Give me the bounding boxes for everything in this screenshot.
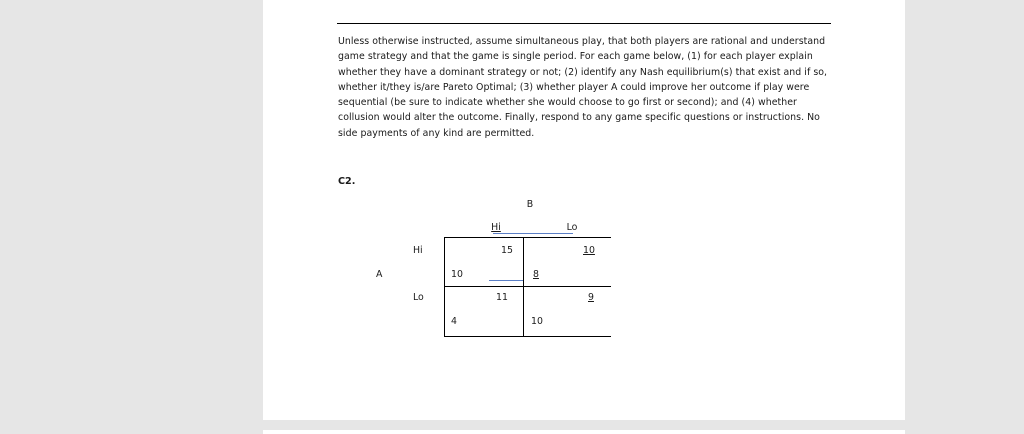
problem-id: C2.: [338, 176, 356, 187]
col-label-hi: Hi: [491, 222, 501, 233]
col-label-underline: [493, 233, 573, 234]
player-b-label: B: [526, 199, 534, 210]
payoff-lo-hi-a: 4: [451, 316, 457, 327]
payoff-hi-lo-a: 8: [533, 269, 539, 280]
player-a-label: A: [376, 269, 383, 280]
grid-line-middle: [444, 286, 611, 287]
grid-line-bottom: [444, 336, 611, 337]
cell-divider-blue: [489, 280, 523, 281]
payoff-hi-hi-a: 10: [451, 269, 463, 280]
instructions-paragraph: Unless otherwise instructed, assume simultaneous play, that both players are rational and understand game strategy and that the game is single period. For each game below, (1) for each player explain whether they have a dominant strategy or not; (2) identify any Nash equilibrium(s) that exist and if so, whether it/they is/are Pareto Optimal; (3) whether player A could improve her outcome if play were sequential (be sure to indicate whether she would choose to go first or second); and (4) whether collusion would alter the outcome. Finally, respond to any game specific questions or instructions. No side payments of any kind are permitted.: [338, 36, 828, 139]
payoff-lo-hi-b: 11: [496, 292, 508, 303]
col-label-lo: Lo: [566, 222, 578, 233]
document-page: [263, 0, 905, 420]
next-page-edge: [263, 430, 905, 434]
payoff-lo-lo-b: 9: [588, 292, 594, 303]
row-label-lo: Lo: [413, 292, 424, 303]
payoff-hi-hi-b: 15: [501, 245, 513, 256]
grid-line-left: [444, 237, 445, 337]
grid-line-center: [523, 237, 524, 337]
header-rule: [337, 23, 831, 24]
row-label-hi: Hi: [413, 245, 423, 256]
payoff-hi-lo-b: 10: [583, 245, 595, 256]
grid-line-top: [444, 237, 611, 238]
payoff-lo-lo-a: 10: [531, 316, 543, 327]
